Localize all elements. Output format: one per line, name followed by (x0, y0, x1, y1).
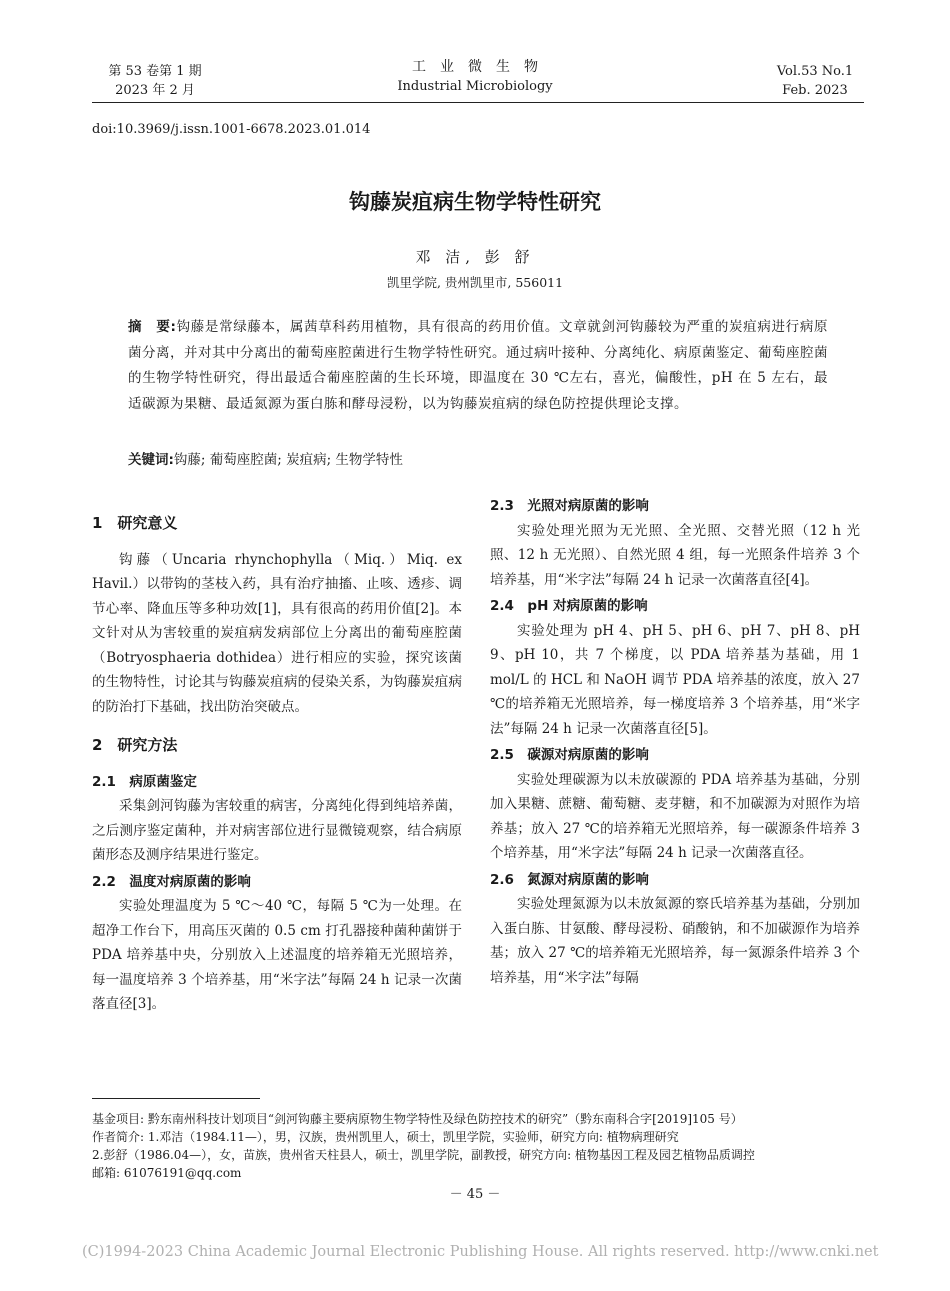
journal-name-cn: 工业微生物 (412, 59, 552, 75)
column-right (490, 492, 860, 990)
authors: 邓 洁, 彭 舒 (415, 248, 535, 266)
affiliation: 凯里学院, 贵州凯里市, 556011 (386, 275, 564, 290)
abstract-label: 摘 要: (128, 319, 177, 335)
footnote-divider (92, 1098, 260, 1099)
footnote-email[interactable]: 邮箱: 61076191@qq.com (92, 1166, 242, 1180)
header-volume: 第 53 卷第 1 期 (108, 64, 202, 79)
subsection-heading: 2.1 病原菌鉴定 (92, 773, 197, 790)
header-issue (95, 62, 215, 100)
paragraph: 钩藤（Uncaria rhynchophylla（Miq.）Miq. ex Havil.）以带钩的茎枝入药，具有治疗抽搐、止咳、透疹、调节心率、降血压等多种功效[1]，具有很高的药用价值[2]。本文针对从为害较重的炭疽病发病部位上分离出的葡萄座腔菌（Botryosphaeria dothidea）进行相应的实验，探究该菌的生物特性，讨论其与钩藤炭疽病的侵染关系，为钩藤炭疽病的防治打下基础，找出防治突破点。 (92, 551, 462, 715)
footnote-author1: 作者简介: 1.邓洁（1984.11—），男，汉族，贵州凯里人，硕士，凯里学院，实验师，研究方向: 植物病理研究 (92, 1130, 679, 1144)
subsection-heading: 2.4 pH 对病原菌的影响 (490, 598, 648, 614)
section-heading: 2 研究方法 (92, 736, 178, 754)
footnote-fund: 基金项目: 黔东南州科技计划项目“剑河钩藤主要病原物生物学特性及绿色防控技术的研究”（黔东南科合字[2019]105 号） (92, 1112, 743, 1126)
paragraph: 实验处理为 pH 4、pH 5、pH 6、pH 7、pH 8、pH 9、pH 10，共 7 个梯度，以 PDA 培养基为基础，用 1 mol/L 的 HCL 和 NaOH 调节 PDA 培养基的浓度，放入 27 ℃的培养箱无光照培养，每一梯度培养 3 个培养基，用“米字法”每隔 24 h 记录一次菌落直径[5]。 (490, 622, 860, 737)
abstract (128, 315, 828, 417)
paragraph: 实验处理温度为 5 ℃～40 ℃，每隔 5 ℃为一处理。在超净工作台下，用高压灭菌的 0.5 cm 打孔器接种菌种菌饼于 PDA 培养基中央，分别放入上述温度的培养箱无光照培养，每一温度培养 3 个培养基，用“米字法”每隔 24 h 记录一次菌落直径[3]。 (92, 898, 462, 1012)
header-date: 2023 年 2 月 (115, 83, 195, 98)
paragraph: 实验处理氮源为以未放氮源的察氏培养基为基础，分别加入蛋白胨、甘氨酸、酵母浸粉、硝酸钠，和不加碳源作为培养基；放入 27 ℃的培养箱无光照培养，每一氮源条件培养 3 个培养基，用“米字法”每隔 (490, 896, 860, 986)
paragraph: 采集剑河钩藤为害较重的病害，分离纯化得到纯培养菌，之后测序鉴定菌种，并对病害部位进行显微镜观察，结合病原菌形态及测序结果进行鉴定。 (92, 798, 462, 863)
paper-title: 钩藤炭疽病生物学特性研究 (349, 190, 601, 214)
header-vol-en (760, 62, 870, 100)
section-heading: 1 研究意义 (92, 514, 178, 532)
subsection-heading: 2.5 碳源对病原菌的影响 (490, 747, 649, 763)
journal-name-en: Industrial Microbiology (397, 79, 553, 94)
subsection-heading: 2.3 光照对病原菌的影响 (490, 498, 649, 514)
paragraph: 实验处理光照为无光照、全光照、交替光照（12 h 光照、12 h 无光照）、自然光照 4 组，每一光照条件培养 3 个培养基，用“米字法”每隔 24 h 记录一次菌落直径[4]。 (490, 522, 860, 588)
footnote-author2: 2.彭舒（1986.04—），女，苗族，贵州省天柱县人，硕士，凯里学院，副教授，研究方向: 植物基因工程及园艺植物品质调控 (92, 1148, 755, 1162)
page-number: － 45 － (449, 1187, 501, 1202)
subsection-heading: 2.6 氮源对病原菌的影响 (490, 871, 649, 888)
paragraph: 实验处理碳源为以未放碳源的 PDA 培养基为基础，分别加入果糖、蔗糖、葡萄糖、麦芽糖，和不加碳源为对照作为培养基；放入 27 ℃的培养箱无光照培养，每一碳源条件培养 3 个培养基，用“米字法”每隔 24 h 记录一次菌落直径。 (490, 771, 860, 861)
header-month-year: Feb. 2023 (782, 83, 848, 98)
abstract-text: 钩藤是常绿藤本，属茜草科药用植物，具有很高的药用价值。文章就剑河钩藤较为严重的炭疽病进行病原菌分离，并对其中分离出的葡萄座腔菌进行生物学特性研究。通过病叶接种、分离纯化、病原菌鉴定、葡萄座腔菌的生物学特性研究，得出最适合葡座腔菌的生长环境，即温度在 30 ℃左右，喜光，偏酸性，pH 在 5 左右，最适碳源为果糖、最适氮源为蛋白胨和酵母浸粉，以为钩藤炭疽病的绿色防控提供理论支撑。 (128, 319, 829, 412)
header-vol-number: Vol.53 No.1 (776, 64, 854, 79)
copyright-watermark: (C)1994-2023 China Academic Journal Electronic Publishing House. All rights reserved. http://www.cnki.net (82, 1244, 879, 1260)
keywords-label: 关键词: (128, 452, 174, 468)
subsection-heading: 2.2 温度对病原菌的影响 (92, 873, 251, 890)
keywords-text: 钩藤; 葡萄座腔菌; 炭疽病; 生物学特性 (173, 452, 403, 468)
header-journal (350, 58, 600, 96)
keywords (128, 448, 828, 468)
footnotes (92, 1110, 872, 1182)
header-divider (92, 102, 864, 103)
doi[interactable]: doi:10.3969/j.issn.1001-6678.2023.01.014 (92, 122, 371, 137)
column-left (92, 505, 462, 1017)
